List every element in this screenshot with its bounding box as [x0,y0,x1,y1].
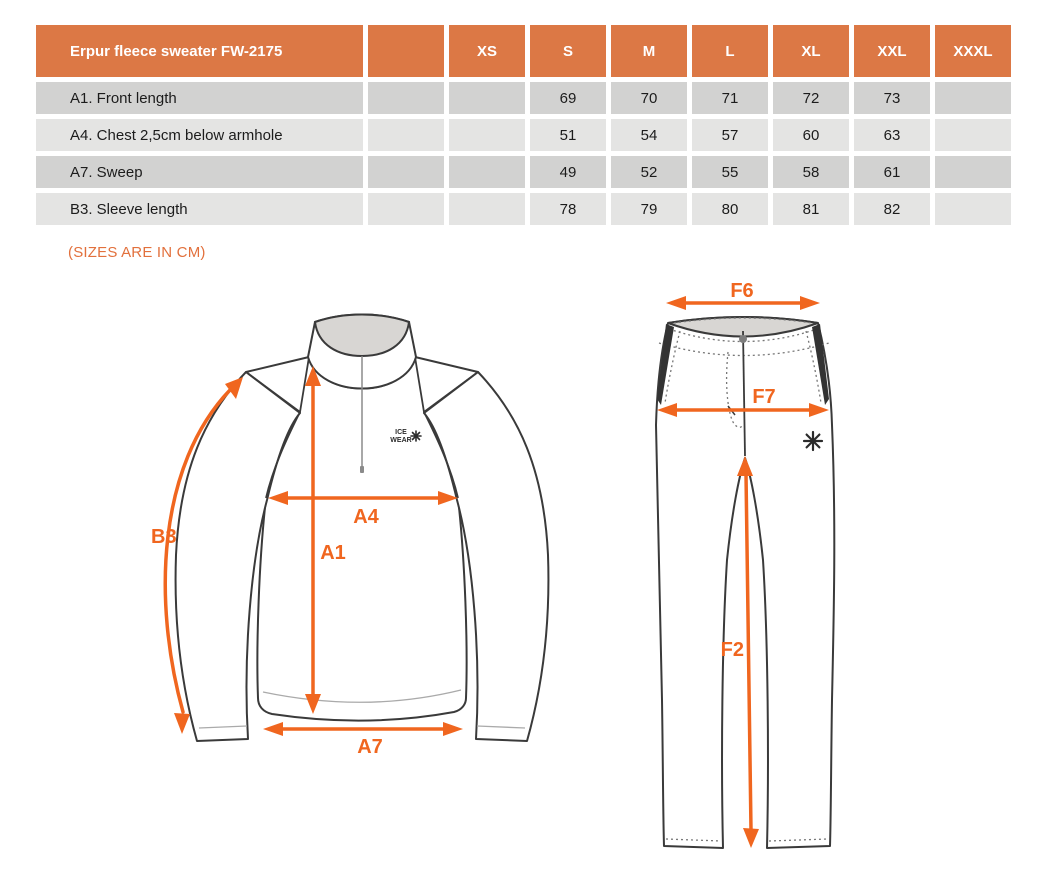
row-label: B3. Sleeve length [36,193,363,225]
table-title: Erpur fleece sweater FW-2175 [36,25,363,77]
f6-label: F6 [730,280,754,302]
size-value-cell: 60 [773,119,849,151]
size-value-cell: 51 [530,119,606,151]
size-value-cell: 70 [611,82,687,114]
pants-snowflake-icon [804,432,822,450]
size-value-cell: 57 [692,119,768,151]
pants-drawing [656,317,834,848]
a4-label: A4 [353,506,379,528]
header-cell-l: L [692,25,768,77]
f7-label: F7 [752,386,776,408]
brand-snowflake-icon [411,431,421,441]
header-cell-xs: XS [449,25,525,77]
a1-label: A1 [320,542,346,564]
pants-body [656,317,834,848]
size-value-cell: 71 [692,82,768,114]
size-value-cell: 69 [530,82,606,114]
waist-button [739,335,747,343]
size-value-cell: 79 [611,193,687,225]
size-value-cell: 49 [530,156,606,188]
zipper-pull [360,466,364,473]
header-cell-s: S [530,25,606,77]
brand-text-line1: ICE [395,429,407,436]
size-value-cell: 81 [773,193,849,225]
header-cell-xl: XL [773,25,849,77]
size-value-cell: 73 [854,82,930,114]
size-value-cell: 72 [773,82,849,114]
f2-arrow [746,474,751,830]
header-cell-xxl: XXL [854,25,930,77]
size-value-cell: 80 [692,193,768,225]
row-label: A4. Chest 2,5cm below armhole [36,119,363,151]
size-value-cell: 61 [854,156,930,188]
size-value-cell: 52 [611,156,687,188]
a7-label: A7 [357,736,383,758]
f2-label: F2 [720,639,744,661]
row-label: A1. Front length [36,82,363,114]
size-value-cell: 63 [854,119,930,151]
sizes-unit-note: (SIZES ARE IN CM) [68,244,206,261]
size-value-cell: 55 [692,156,768,188]
size-value-cell: 78 [530,193,606,225]
row-label: A7. Sweep [36,156,363,188]
header-cell-xxxl: XXXL [935,25,1011,77]
size-value-cell: 54 [611,119,687,151]
b3-label: B3 [151,526,177,548]
header-cell-m: M [611,25,687,77]
size-value-cell: 58 [773,156,849,188]
size-value-cell: 82 [854,193,930,225]
brand-text-line2: WEAR [390,437,412,444]
